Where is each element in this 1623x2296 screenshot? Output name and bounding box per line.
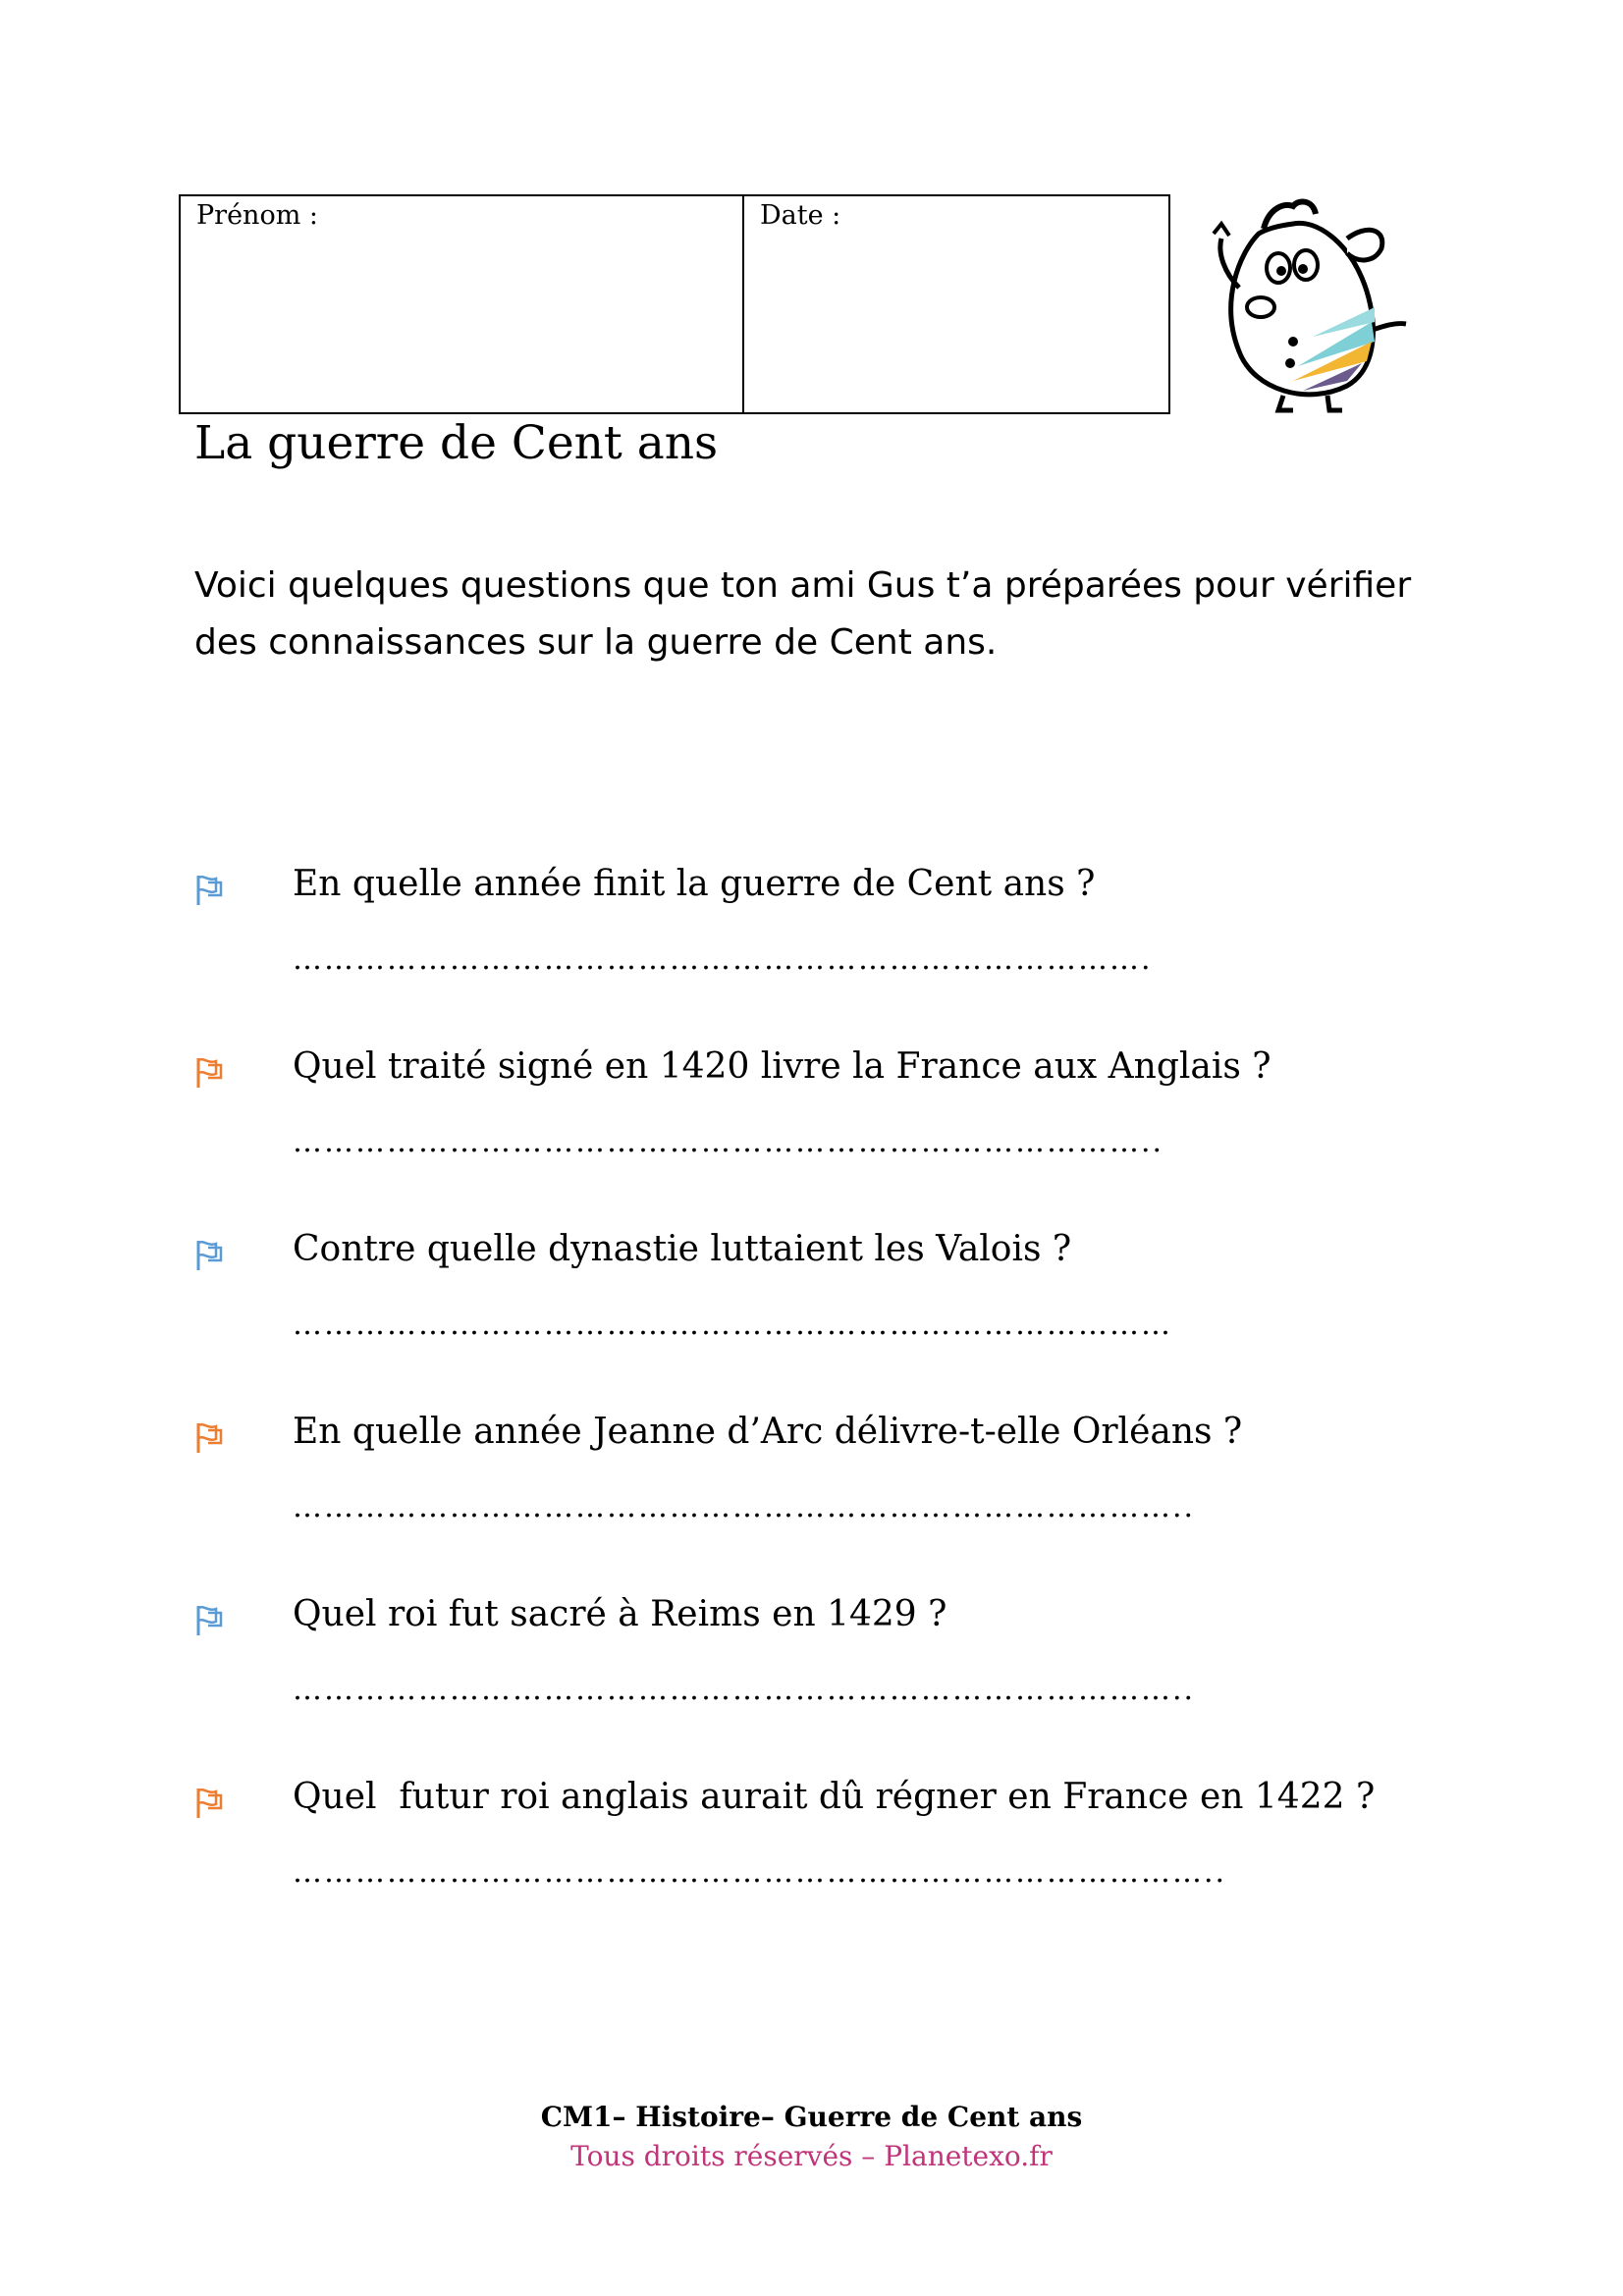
question-text: Quel roi fut sacré à Reims en 1429 ? [293,1594,947,1634]
student-info-box [179,194,1170,414]
answer-line[interactable]: ……………………………………………………………………….. [293,1125,1164,1159]
flag-icon [194,1604,224,1637]
worksheet-title: La guerre de Cent ans [194,416,719,470]
flag-icon [194,1056,224,1090]
question-text: Quel traité signé en 1420 livre la France aux Anglais ? [293,1046,1271,1087]
question-text: Contre quelle dynastie luttaient les Valois ? [293,1229,1072,1269]
question-item [194,1594,1471,1761]
intro-text: Voici quelques questions que ton ami Gus t’a préparées pour vérifier des connaissances sur la guerre de Cent ans. [194,565,1412,663]
flag-icon [194,874,224,907]
date-label: Date : [760,200,841,231]
answer-line[interactable]: ………………………………………………………………………….. [293,1673,1196,1707]
gus-mascot-illustration [1200,194,1416,415]
date-field[interactable] [744,196,1168,412]
answer-line[interactable]: ………………………………………………………………………… [293,1308,1172,1342]
question-item [194,1777,1471,1944]
answer-line[interactable]: ………………………………………………………………………. [293,942,1153,977]
question-text: Quel futur roi anglais aurait dû régner en France en 1422 ? [293,1777,1376,1817]
flag-icon [194,1421,224,1455]
answer-line[interactable]: …………………………………………………………………………….. [293,1855,1227,1890]
question-item [194,1229,1471,1396]
question-text: En quelle année Jeanne d’Arc délivre-t-elle Orléans ? [293,1412,1243,1452]
name-label: Prénom : [196,200,318,231]
footer-course: CM1– Histoire– Guerre de Cent ans [540,2101,1083,2133]
question-text: En quelle année finit la guerre de Cent ans ? [293,864,1096,904]
flag-icon [194,1239,224,1272]
question-item [194,864,1471,1031]
footer-copyright: Tous droits réservés – Planetexo.fr [570,2140,1053,2172]
answer-line[interactable]: ………………………………………………………………………….. [293,1490,1196,1524]
question-item [194,1046,1471,1213]
name-field[interactable] [181,196,744,412]
flag-icon [194,1787,224,1820]
question-item [194,1412,1471,1578]
